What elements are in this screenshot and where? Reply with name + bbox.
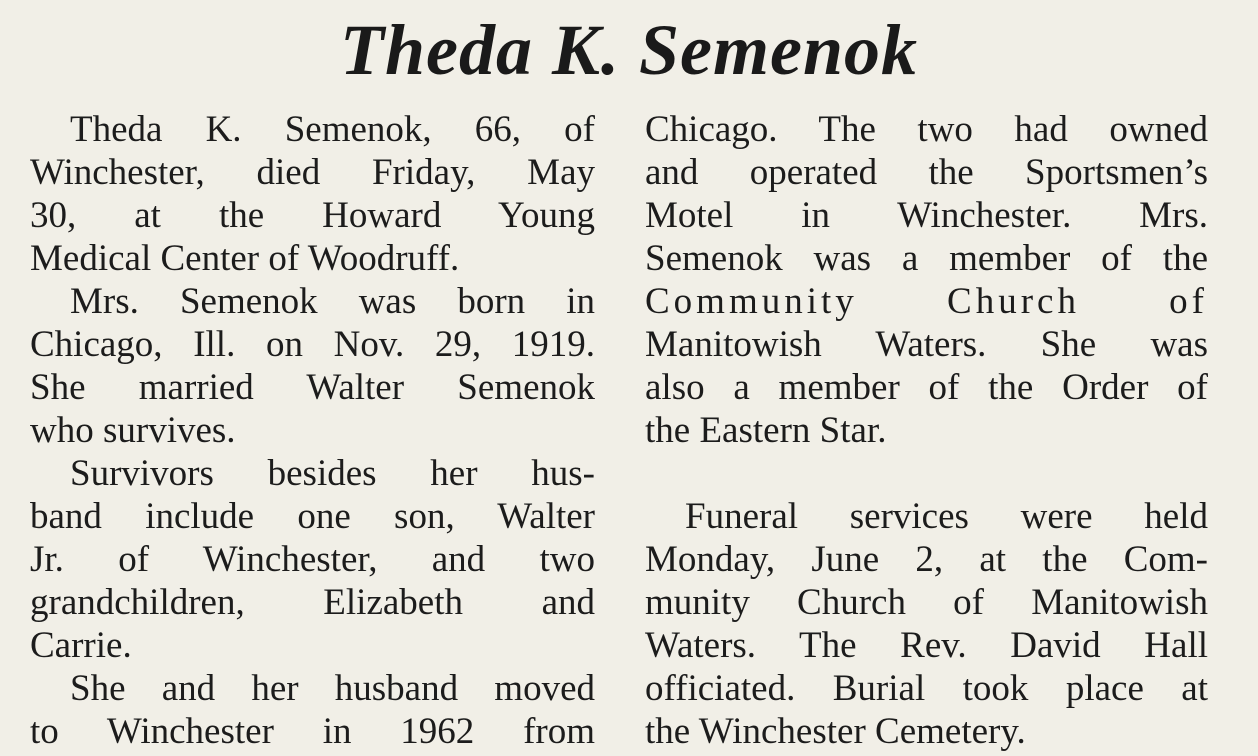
text-line: Carrie. bbox=[30, 625, 132, 666]
text-line: who survives. bbox=[30, 410, 236, 451]
text-line: Waters. The Rev. David Hall bbox=[645, 625, 1208, 666]
text-line: the Eastern Star. bbox=[645, 410, 887, 451]
text-line: also a member of the Order of bbox=[645, 367, 1208, 408]
text-line: Mrs. Semenok was born in bbox=[70, 281, 595, 322]
text-line: and operated the Sportsmen’s bbox=[645, 152, 1208, 193]
text-line: Medical Center of Woodruff. bbox=[30, 238, 460, 279]
text-line: the Winchester Cemetery. bbox=[645, 711, 1026, 752]
text-line: Motel in Winchester. Mrs. bbox=[645, 195, 1208, 236]
text-line: munity Church of Manitowish bbox=[645, 582, 1208, 623]
text-line: to Winchester in 1962 from bbox=[30, 711, 595, 752]
text-line: Jr. of Winchester, and two bbox=[30, 539, 595, 580]
obituary-title: Theda K. Semenok bbox=[339, 10, 918, 90]
text-line: Community Church of bbox=[645, 281, 1208, 322]
left-column bbox=[30, 108, 595, 753]
text-line: Manitowish Waters. She was bbox=[645, 324, 1208, 365]
text-line: Winchester, died Friday, May bbox=[30, 152, 595, 193]
text-line: Survivors besides her hus- bbox=[70, 453, 595, 494]
text-line: band include one son, Walter bbox=[30, 496, 595, 537]
text-line: She and her husband moved bbox=[70, 668, 595, 709]
text-line: officiated. Burial took place at bbox=[645, 668, 1208, 709]
text-line: Monday, June 2, at the Com- bbox=[645, 539, 1208, 580]
paragraph-gap bbox=[645, 452, 1208, 495]
text-line: grandchildren, Elizabeth and bbox=[30, 582, 595, 623]
text-line: 30, at the Howard Young bbox=[30, 195, 595, 236]
right-column bbox=[645, 108, 1208, 753]
text-line: Chicago, Ill. on Nov. 29, 1919. bbox=[30, 324, 595, 365]
text-line: Theda K. Semenok, 66, of bbox=[70, 109, 595, 150]
text-line: Chicago. The two had owned bbox=[645, 109, 1208, 150]
text-line: Funeral services were held bbox=[685, 496, 1208, 537]
text-line: Semenok was a member of the bbox=[645, 238, 1208, 279]
text-line: She married Walter Semenok bbox=[30, 367, 595, 408]
